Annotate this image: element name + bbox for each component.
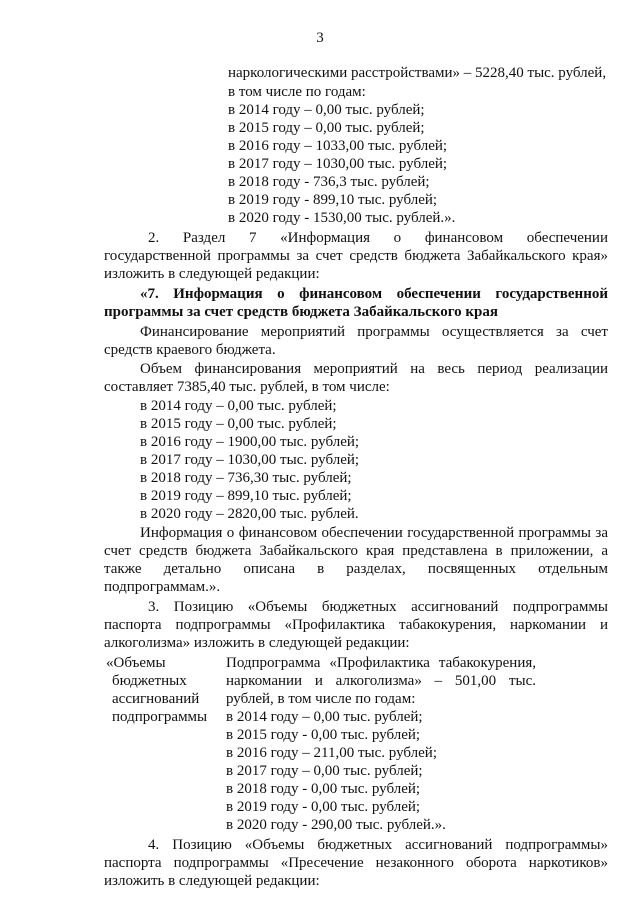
section7-paragraph: счет средств бюджета Забайкальского края представлена в приложении, а [104, 543, 608, 559]
section7-year-line: в 2019 году – 899,10 тыс. рублей; [140, 488, 352, 504]
section7-year-line: в 2017 году – 1030,00 тыс. рублей; [140, 452, 360, 468]
section7-paragraph: составляет 7385,40 тыс. рублей, в том числе: [104, 379, 390, 395]
section7-year-line: в 2014 году – 0,00 тыс. рублей; [140, 398, 337, 414]
item2-line: государственной программы за счет средств бюджета Забайкальского края» [104, 248, 608, 264]
table-right-cell: рублей, в том числе по годам: [226, 691, 416, 707]
item3-line: алкоголизма» изложить в следующей редакции: [104, 635, 410, 651]
block1-line: в 2017 году – 1030,00 тыс. рублей; [228, 156, 448, 172]
table-right-cell: в 2014 году – 0,00 тыс. рублей; [226, 709, 423, 725]
item4-line: изложить в следующей редакции: [104, 873, 320, 889]
section7-year-line: в 2020 году – 2820,00 тыс. рублей. [140, 506, 359, 522]
table-right-cell: в 2019 году - 0,00 тыс. рублей; [226, 799, 421, 815]
section7-paragraph: Информация о финансовом обеспечении государственной программы за [140, 525, 608, 541]
section7-paragraph: также детально описана в разделах, посвященных отдельным [104, 561, 608, 577]
table-right-cell: в 2020 году - 290,00 тыс. рублей.». [226, 817, 446, 833]
table-right-cell: в 2017 году – 0,00 тыс. рублей; [226, 763, 423, 779]
block1-line: наркологическими расстройствами» – 5228,40 тыс. рублей, [228, 65, 607, 81]
item2-line: изложить в следующей редакции: [104, 266, 320, 282]
block1-line: в 2018 году - 736,3 тыс. рублей; [228, 174, 430, 190]
block1-line: в 2016 году – 1033,00 тыс. рублей; [228, 138, 448, 154]
table-left-cell: ассигнований [112, 691, 200, 707]
table-right-cell: в 2015 году - 0,00 тыс. рублей; [226, 727, 421, 743]
block1-line: в 2019 году - 899,10 тыс. рублей; [228, 192, 438, 208]
table-right-cell: Подпрограмма «Профилактика табакокурения, [226, 655, 536, 671]
section7-year-line: в 2016 году – 1900,00 тыс. рублей; [140, 434, 360, 450]
item4-line: 4. Позицию «Объемы бюджетных ассигнований подпрограммы» [148, 837, 608, 853]
section7-paragraph: подпрограммам.». [104, 579, 221, 595]
block1-line: в 2014 году – 0,00 тыс. рублей; [228, 102, 425, 118]
section7-paragraph: Объем финансирования мероприятий на весь период реализации [140, 361, 608, 377]
section7-paragraph: средств краевого бюджета. [104, 342, 276, 358]
section7-heading: «7. Информация о финансовом обеспечении государственной [140, 286, 608, 302]
table-left-cell: подпрограммы [112, 709, 208, 725]
section7-paragraph: Финансирование мероприятий программы осуществляется за счет [140, 324, 608, 340]
block1-line: в 2020 году - 1530,00 тыс. рублей.». [228, 210, 456, 226]
block1-line: в том числе по годам: [228, 84, 366, 100]
table-right-cell: наркомании и алкоголизма» – 501,00 тыс. [226, 673, 536, 689]
item4-line: паспорта подпрограммы «Пресечение незаконного оборота наркотиков» [104, 855, 608, 871]
table-left-cell: бюджетных [112, 673, 187, 689]
block1-line: в 2015 году – 0,00 тыс. рублей; [228, 120, 425, 136]
table-right-cell: в 2016 году – 211,00 тыс. рублей; [226, 745, 437, 761]
table-right-cell: в 2018 году - 0,00 тыс. рублей; [226, 781, 421, 797]
item3-line: 3. Позицию «Объемы бюджетных ассигнований подпрограммы [148, 599, 608, 615]
section7-year-line: в 2015 году – 0,00 тыс. рублей; [140, 416, 337, 432]
table-left-cell: «Объемы [106, 655, 166, 671]
section7-heading: программы за счет средств бюджета Забайкальского края [104, 304, 499, 320]
item2-line: 2. Раздел 7 «Информация о финансовом обеспечении [148, 230, 608, 246]
item3-line: паспорта подпрограммы «Профилактика табакокурения, наркомании и [104, 617, 608, 633]
page-number: 3 [316, 30, 324, 46]
section7-year-line: в 2018 году – 736,30 тыс. рублей; [140, 470, 352, 486]
